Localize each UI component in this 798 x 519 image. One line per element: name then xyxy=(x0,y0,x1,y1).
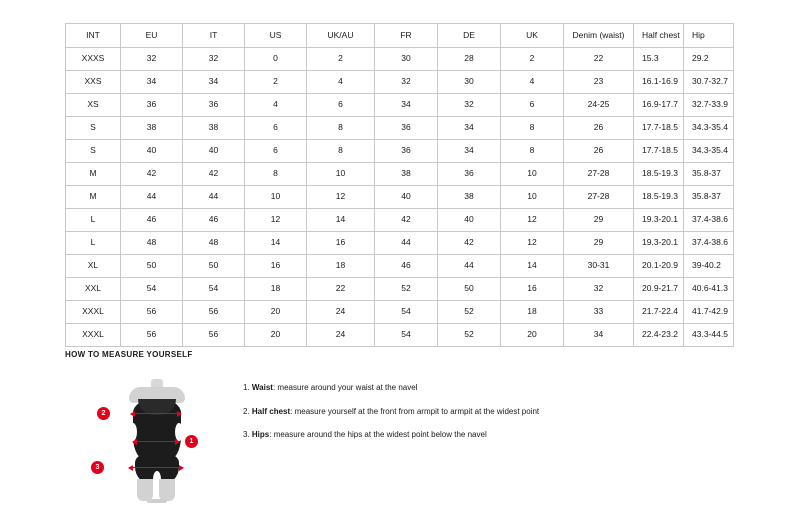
cell-eu: 44 xyxy=(121,186,183,209)
cell-it: 48 xyxy=(183,232,245,255)
cell-denim-waist: 27-28 xyxy=(564,163,634,186)
cell-uk: 16 xyxy=(501,278,564,301)
cell-fr: 46 xyxy=(375,255,438,278)
step-term: Waist xyxy=(251,383,273,392)
cell-fr: 36 xyxy=(375,140,438,163)
cell-eu: 34 xyxy=(121,71,183,94)
cell-eu: 32 xyxy=(121,48,183,71)
cell-int: XXXL xyxy=(66,324,121,347)
cell-int: XXL xyxy=(66,278,121,301)
cell-half-chest: 18.5-19.3 xyxy=(634,186,684,209)
cell-half-chest: 19.3-20.1 xyxy=(634,209,684,232)
cell-uk: 18 xyxy=(501,301,564,324)
cell-denim-waist: 22 xyxy=(564,48,634,71)
size-chart-table xyxy=(65,23,734,347)
cell-fr: 38 xyxy=(375,163,438,186)
cell-half-chest: 16.9-17.7 xyxy=(634,94,684,117)
cell-denim-waist: 23 xyxy=(564,71,634,94)
step-text: : measure around the hips at the widest point below the navel xyxy=(269,430,487,440)
cell-uk-au: 4 xyxy=(307,71,375,94)
table-row xyxy=(66,48,734,71)
cell-us: 14 xyxy=(245,232,307,255)
cell-denim-waist: 33 xyxy=(564,301,634,324)
mannequin-torso xyxy=(133,399,181,461)
cell-fr: 32 xyxy=(375,71,438,94)
cell-half-chest: 17.7-18.5 xyxy=(634,140,684,163)
cell-denim-waist: 26 xyxy=(564,117,634,140)
cell-uk: 4 xyxy=(501,71,564,94)
cell-us: 10 xyxy=(245,186,307,209)
cell-uk: 8 xyxy=(501,117,564,140)
mannequin-thigh-left xyxy=(137,479,153,501)
cell-eu: 46 xyxy=(121,209,183,232)
cell-half-chest: 20.9-21.7 xyxy=(634,278,684,301)
table-row xyxy=(66,140,734,163)
cell-de: 40 xyxy=(438,209,501,232)
cell-uk: 20 xyxy=(501,324,564,347)
cell-eu: 48 xyxy=(121,232,183,255)
cell-int: M xyxy=(66,186,121,209)
cell-hip: 39-40.2 xyxy=(684,255,734,278)
table-row xyxy=(66,324,734,347)
cell-half-chest: 20.1-20.9 xyxy=(634,255,684,278)
cell-de: 52 xyxy=(438,324,501,347)
table-row xyxy=(66,301,734,324)
cell-hip: 30.7-32.7 xyxy=(684,71,734,94)
cell-half-chest: 15.3 xyxy=(634,48,684,71)
cell-hip: 35.8-37 xyxy=(684,163,734,186)
cell-hip: 41.7-42.9 xyxy=(684,301,734,324)
how-to-measure-section xyxy=(65,350,745,505)
step-term: Hips xyxy=(251,430,270,440)
column-header-uk: UK xyxy=(501,24,564,48)
cell-denim-waist: 29 xyxy=(564,232,634,255)
mannequin-thigh-right xyxy=(159,479,175,501)
cell-uk-au: 6 xyxy=(307,94,375,117)
cell-int: S xyxy=(66,140,121,163)
cell-us: 0 xyxy=(245,48,307,71)
cell-uk: 12 xyxy=(501,209,564,232)
cell-hip: 35.8-37 xyxy=(684,186,734,209)
cell-de: 44 xyxy=(438,255,501,278)
cell-de: 50 xyxy=(438,278,501,301)
cell-eu: 36 xyxy=(121,94,183,117)
cell-it: 50 xyxy=(183,255,245,278)
cell-uk-au: 22 xyxy=(307,278,375,301)
cell-us: 20 xyxy=(245,301,307,324)
cell-it: 42 xyxy=(183,163,245,186)
cell-it: 32 xyxy=(183,48,245,71)
cell-hip: 34.3-35.4 xyxy=(684,117,734,140)
cell-denim-waist: 30-31 xyxy=(564,255,634,278)
cell-hip: 40.6-41.3 xyxy=(684,278,734,301)
cell-eu: 40 xyxy=(121,140,183,163)
cell-hip: 37.4-38.6 xyxy=(684,209,734,232)
table-row xyxy=(66,232,734,255)
cell-uk: 2 xyxy=(501,48,564,71)
cell-us: 20 xyxy=(245,324,307,347)
cell-hip: 32.7-33.9 xyxy=(684,94,734,117)
cell-denim-waist: 29 xyxy=(564,209,634,232)
cell-fr: 42 xyxy=(375,209,438,232)
cell-uk: 10 xyxy=(501,186,564,209)
cell-int: L xyxy=(66,232,121,255)
cell-eu: 56 xyxy=(121,301,183,324)
how-to-measure-title: HOW TO MEASURE YOURSELF xyxy=(65,350,193,359)
step-text: : measure yourself at the front from armpit to armpit at the widest point xyxy=(290,406,540,416)
cell-int: M xyxy=(66,163,121,186)
measure-step-waist xyxy=(243,383,539,393)
table-header-row xyxy=(66,24,734,48)
cell-eu: 38 xyxy=(121,117,183,140)
cell-de: 36 xyxy=(438,163,501,186)
cell-it: 46 xyxy=(183,209,245,232)
cell-half-chest: 16.1-16.9 xyxy=(634,71,684,94)
cell-uk-au: 2 xyxy=(307,48,375,71)
cell-uk-au: 24 xyxy=(307,301,375,324)
cell-uk: 12 xyxy=(501,232,564,255)
cell-int: XXXS xyxy=(66,48,121,71)
cell-uk-au: 14 xyxy=(307,209,375,232)
cell-half-chest: 19.3-20.1 xyxy=(634,232,684,255)
cell-int: XXXL xyxy=(66,301,121,324)
step-text: : measure around your waist at the navel xyxy=(272,383,418,392)
cell-it: 40 xyxy=(183,140,245,163)
cell-fr: 54 xyxy=(375,301,438,324)
cell-us: 4 xyxy=(245,94,307,117)
marker-1-waist: 1 xyxy=(185,435,198,448)
hips-measure-arrow-icon xyxy=(129,467,183,468)
cell-uk: 8 xyxy=(501,140,564,163)
table-row xyxy=(66,163,734,186)
column-header-it: IT xyxy=(183,24,245,48)
cell-it: 54 xyxy=(183,278,245,301)
table-row xyxy=(66,209,734,232)
cell-fr: 30 xyxy=(375,48,438,71)
cell-de: 32 xyxy=(438,94,501,117)
table-header xyxy=(66,24,734,48)
step-term: Half chest xyxy=(251,406,291,416)
cell-it: 44 xyxy=(183,186,245,209)
table-body xyxy=(66,48,734,347)
table-row xyxy=(66,71,734,94)
column-header-de: DE xyxy=(438,24,501,48)
cell-us: 6 xyxy=(245,140,307,163)
cell-it: 36 xyxy=(183,94,245,117)
cell-it: 38 xyxy=(183,117,245,140)
cell-it: 34 xyxy=(183,71,245,94)
half-chest-measure-arrow-icon xyxy=(131,413,181,414)
cell-uk-au: 18 xyxy=(307,255,375,278)
cell-uk-au: 24 xyxy=(307,324,375,347)
cell-int: XXS xyxy=(66,71,121,94)
cell-int: XL xyxy=(66,255,121,278)
measure-step-hips xyxy=(243,430,539,440)
size-chart-table-container xyxy=(65,23,733,347)
marker-3-hips: 3 xyxy=(91,461,104,474)
step-number: 2. xyxy=(243,406,250,416)
column-header-fr: FR xyxy=(375,24,438,48)
cell-de: 52 xyxy=(438,301,501,324)
cell-denim-waist: 32 xyxy=(564,278,634,301)
marker-2-half-chest: 2 xyxy=(97,407,110,420)
cell-denim-waist: 26 xyxy=(564,140,634,163)
table-row xyxy=(66,94,734,117)
column-header-half-chest: Half chest xyxy=(634,24,684,48)
cell-int: XS xyxy=(66,94,121,117)
cell-us: 2 xyxy=(245,71,307,94)
cell-uk-au: 16 xyxy=(307,232,375,255)
cell-uk-au: 8 xyxy=(307,140,375,163)
cell-hip: 29.2 xyxy=(684,48,734,71)
cell-denim-waist: 27-28 xyxy=(564,186,634,209)
how-to-measure-body xyxy=(65,375,745,505)
column-header-hip: Hip xyxy=(684,24,734,48)
measure-step-half-chest xyxy=(243,407,539,417)
column-header-denim-waist: Denim (waist) xyxy=(564,24,634,48)
table-row xyxy=(66,186,734,209)
step-number: 1. xyxy=(243,383,250,392)
cell-fr: 40 xyxy=(375,186,438,209)
table-row xyxy=(66,117,734,140)
mannequin-stand xyxy=(147,499,167,503)
cell-denim-waist: 24-25 xyxy=(564,94,634,117)
cell-eu: 42 xyxy=(121,163,183,186)
cell-fr: 54 xyxy=(375,324,438,347)
cell-de: 30 xyxy=(438,71,501,94)
column-header-us: US xyxy=(245,24,307,48)
cell-uk: 14 xyxy=(501,255,564,278)
cell-fr: 44 xyxy=(375,232,438,255)
cell-it: 56 xyxy=(183,301,245,324)
cell-eu: 54 xyxy=(121,278,183,301)
cell-uk: 10 xyxy=(501,163,564,186)
cell-half-chest: 17.7-18.5 xyxy=(634,117,684,140)
cell-eu: 50 xyxy=(121,255,183,278)
cell-hip: 43.3-44.5 xyxy=(684,324,734,347)
cell-us: 8 xyxy=(245,163,307,186)
column-header-int: INT xyxy=(66,24,121,48)
cell-half-chest: 22.4-23.2 xyxy=(634,324,684,347)
cell-uk-au: 10 xyxy=(307,163,375,186)
cell-us: 18 xyxy=(245,278,307,301)
cell-fr: 36 xyxy=(375,117,438,140)
cell-fr: 52 xyxy=(375,278,438,301)
table-row xyxy=(66,255,734,278)
table-row xyxy=(66,278,734,301)
cell-uk-au: 8 xyxy=(307,117,375,140)
cell-us: 6 xyxy=(245,117,307,140)
cell-it: 56 xyxy=(183,324,245,347)
cell-us: 16 xyxy=(245,255,307,278)
cell-fr: 34 xyxy=(375,94,438,117)
cell-half-chest: 18.5-19.3 xyxy=(634,163,684,186)
cell-int: S xyxy=(66,117,121,140)
cell-de: 42 xyxy=(438,232,501,255)
cell-half-chest: 21.7-22.4 xyxy=(634,301,684,324)
cell-us: 12 xyxy=(245,209,307,232)
cell-de: 38 xyxy=(438,186,501,209)
waist-measure-arrow-icon xyxy=(133,441,179,442)
measure-steps-list xyxy=(243,375,539,505)
cell-hip: 37.4-38.6 xyxy=(684,232,734,255)
cell-hip: 34.3-35.4 xyxy=(684,140,734,163)
mannequin-illustration xyxy=(95,375,221,505)
step-number: 3. xyxy=(243,430,250,440)
cell-de: 34 xyxy=(438,117,501,140)
cell-eu: 56 xyxy=(121,324,183,347)
cell-de: 34 xyxy=(438,140,501,163)
cell-de: 28 xyxy=(438,48,501,71)
column-header-eu: EU xyxy=(121,24,183,48)
cell-uk-au: 12 xyxy=(307,186,375,209)
cell-uk: 6 xyxy=(501,94,564,117)
cell-denim-waist: 34 xyxy=(564,324,634,347)
cell-int: L xyxy=(66,209,121,232)
column-header-uk-au: UK/AU xyxy=(307,24,375,48)
